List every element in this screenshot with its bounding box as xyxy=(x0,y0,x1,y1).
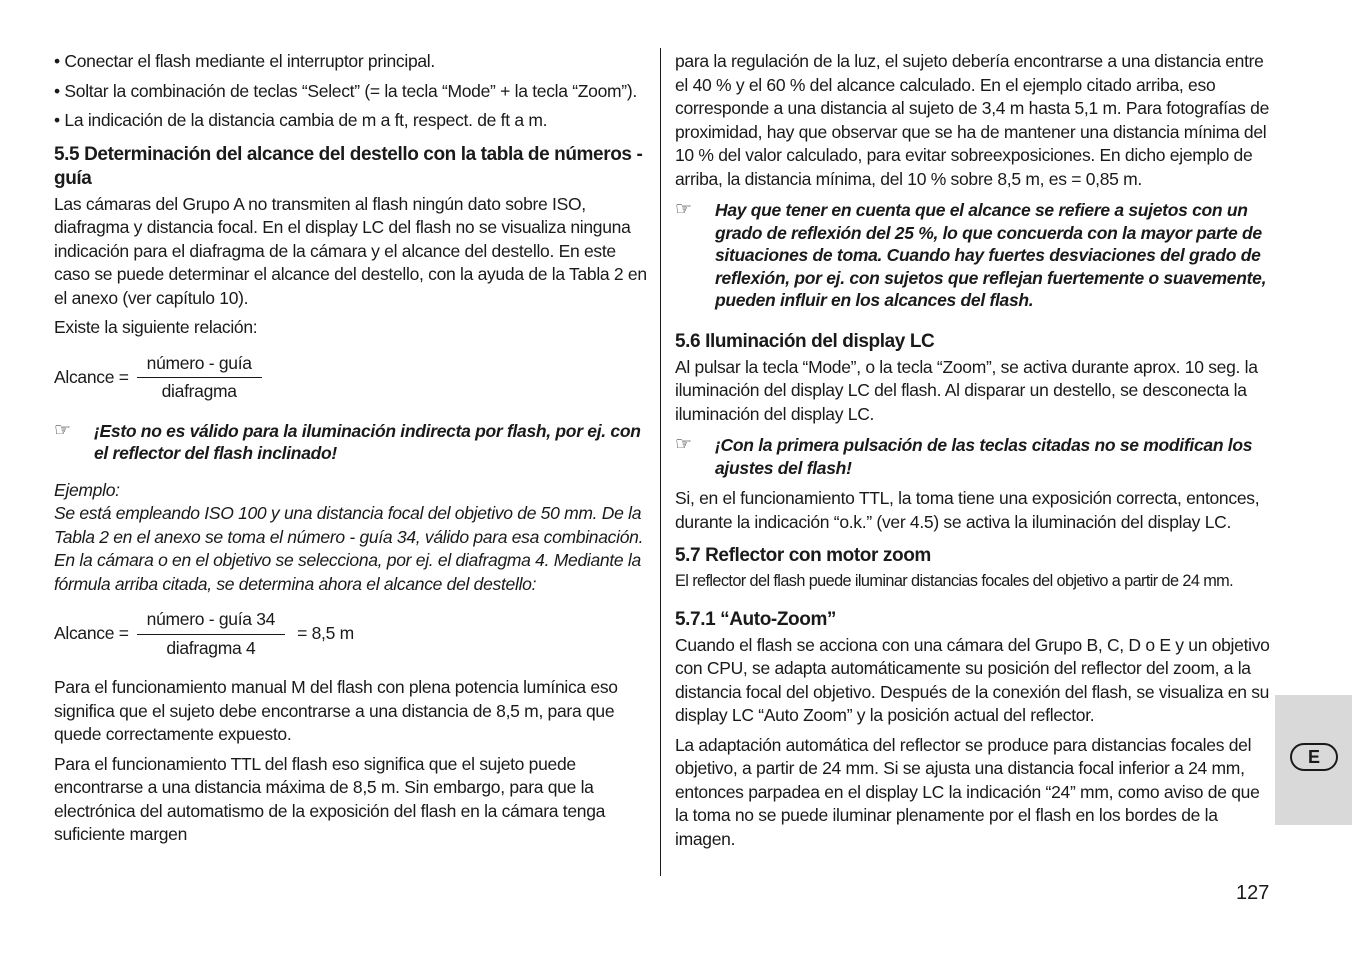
paragraph: Para el funcionamiento manual M del flash con plena potencia lumínica eso significa que el sujeto debe encontrarse a una distancia de 8,5 m, para que quede correctamente expuesto. xyxy=(54,677,618,744)
pointing-hand-icon: ☞ xyxy=(54,419,71,441)
paragraph: Si, en el funcionamiento TTL, la toma tiene una exposición correcta, entonces, durante la indicación “o.k.” (ver 4.5) se activa la iluminación del display LC. xyxy=(675,488,1260,532)
numerator: número - guía xyxy=(137,352,262,379)
formula xyxy=(54,608,654,660)
numerator: número - guía 34 xyxy=(137,608,285,635)
pointing-hand-icon: ☞ xyxy=(675,434,692,455)
note xyxy=(675,199,1275,312)
paragraph: Las cámaras del Grupo A no transmiten al flash ningún dato sobre ISO, diafragma y distancia focal. En el display LC del flash no se visualiza ninguna indicación para el diafragma de la cámara y el alcance del destello. En este caso se puede determinar el alcance del destello, con la ayuda de la Tabla 2 en el anexo (ver capítulo 10). xyxy=(54,193,647,308)
fraction xyxy=(137,352,262,404)
section-heading-5-7: 5.7 Reflector con motor zoom xyxy=(675,545,931,566)
example-text: Se está empleando ISO 100 y una distancia focal del objetivo de 50 mm. De la Tabla 2 en el anexo se toma el número - guía 34, válido para esa combinación. En la cámara o en el objetivo se selecciona, por ej. el diafragma 4. Mediante la fórmula arriba citada, se determina ahora el alcance del destello: xyxy=(54,503,644,594)
language-badge: E xyxy=(1290,743,1338,771)
formula-label: Alcance = xyxy=(54,366,129,387)
paragraph: Existe la siguiente relación: xyxy=(54,317,258,337)
language-tab xyxy=(1275,695,1352,825)
pointing-hand-icon: ☞ xyxy=(675,199,692,220)
note-text: Hay que tener en cuenta que el alcance se refiere a sujetos con un grado de reflexión del 25 %, lo que concuerda con la mayor parte de situaciones de toma. Cuando hay fuertes desviaciones del grado de reflexión, por ej. con sujetos que reflejan fuertemente o suavemente, pueden influir en los alcances del flash. xyxy=(715,200,1267,310)
paragraph: El reflector del flash puede iluminar distancias focales del objetivo a partir de 24 mm. xyxy=(675,572,1234,590)
formula xyxy=(54,352,654,404)
bullet-item: • Conectar el flash mediante el interruptor principal. xyxy=(54,50,654,74)
column-divider xyxy=(660,48,661,876)
bullet-item: • Soltar la combinación de teclas “Select” (= la tecla “Mode” + la tecla “Zoom”). xyxy=(54,80,654,104)
paragraph: La adaptación automática del reflector se produce para distancias focales del objetivo, a partir de 24 mm. Si se ajusta una distancia focal inferior a 24 mm, entonces parpadea en el display LC la indicación “24” mm, como aviso de que la toma no se puede iluminar plenamente por el flash en los bordes de la imagen. xyxy=(675,734,1260,849)
denominator: diafragma xyxy=(161,381,237,401)
section-heading-5-5: 5.5 Determinación del alcance del destello con la tabla de números - guía xyxy=(54,143,643,189)
page-number: 127 xyxy=(1236,882,1270,904)
left-column xyxy=(54,50,654,853)
note xyxy=(675,434,1275,479)
paragraph: Al pulsar la tecla “Mode”, o la tecla “Zoom”, se activa durante aprox. 10 seg. la iluminación del display LC del flash. Al disparar un destello, se desconecta la iluminación del display LC. xyxy=(675,356,1258,424)
denominator: diafragma 4 xyxy=(166,637,256,658)
note xyxy=(54,420,654,465)
example-label: Ejemplo: xyxy=(54,479,120,500)
note-text: ¡Esto no es válido para la iluminación indirecta por flash, por ej. con el reflector del flash inclinado! xyxy=(94,420,641,463)
section-heading-5-7-1: 5.7.1 “Auto-Zoom” xyxy=(675,608,837,630)
fraction xyxy=(137,608,285,660)
right-column xyxy=(675,50,1275,857)
section-heading-5-6: 5.6 Iluminación del display LC xyxy=(675,330,935,352)
bullet-item: • La indicación de la distancia cambia de m a ft, respect. de ft a m. xyxy=(54,109,654,133)
formula-result: = 8,5 m xyxy=(297,623,354,644)
paragraph: para la regulación de la luz, el sujeto debería encontrarse a una distancia entre el 40 % y el 60 % del alcance calculado. En el ejemplo citado arriba, eso corresponde a una distancia al sujeto de 3,4 m hasta 5,1 m. Para fotografías de proximidad, hay que observar que se ha de mantener una distancia mínima del 10 % del valor calculado, para evitar sobreexposiciones. En dicho ejemplo de arriba, la distancia mínima, del 10 % sobre 8,5 m, es = 0,85 m. xyxy=(675,51,1270,189)
note-text: ¡Con la primera pulsación de las teclas citadas no se modifican los ajustes del flash! xyxy=(715,435,1253,478)
formula-label: Alcance = xyxy=(54,623,129,644)
paragraph: Para el funcionamiento TTL del flash eso significa que el sujeto puede encontrarse a una distancia máxima de 8,5 m. Sin embargo, para que la electrónica del automatismo de la exposición del flash en la cámara tenga suficiente margen xyxy=(54,753,606,844)
paragraph: Cuando el flash se acciona con una cámara del Grupo B, C, D o E y un objetivo con CPU, se adapta automáticamente su posición del reflector del zoom, a la distancia focal del objetivo. Después de la conexión del flash, se visualiza en su display LC “Auto Zoom” y la posición actual del reflector. xyxy=(675,634,1270,725)
